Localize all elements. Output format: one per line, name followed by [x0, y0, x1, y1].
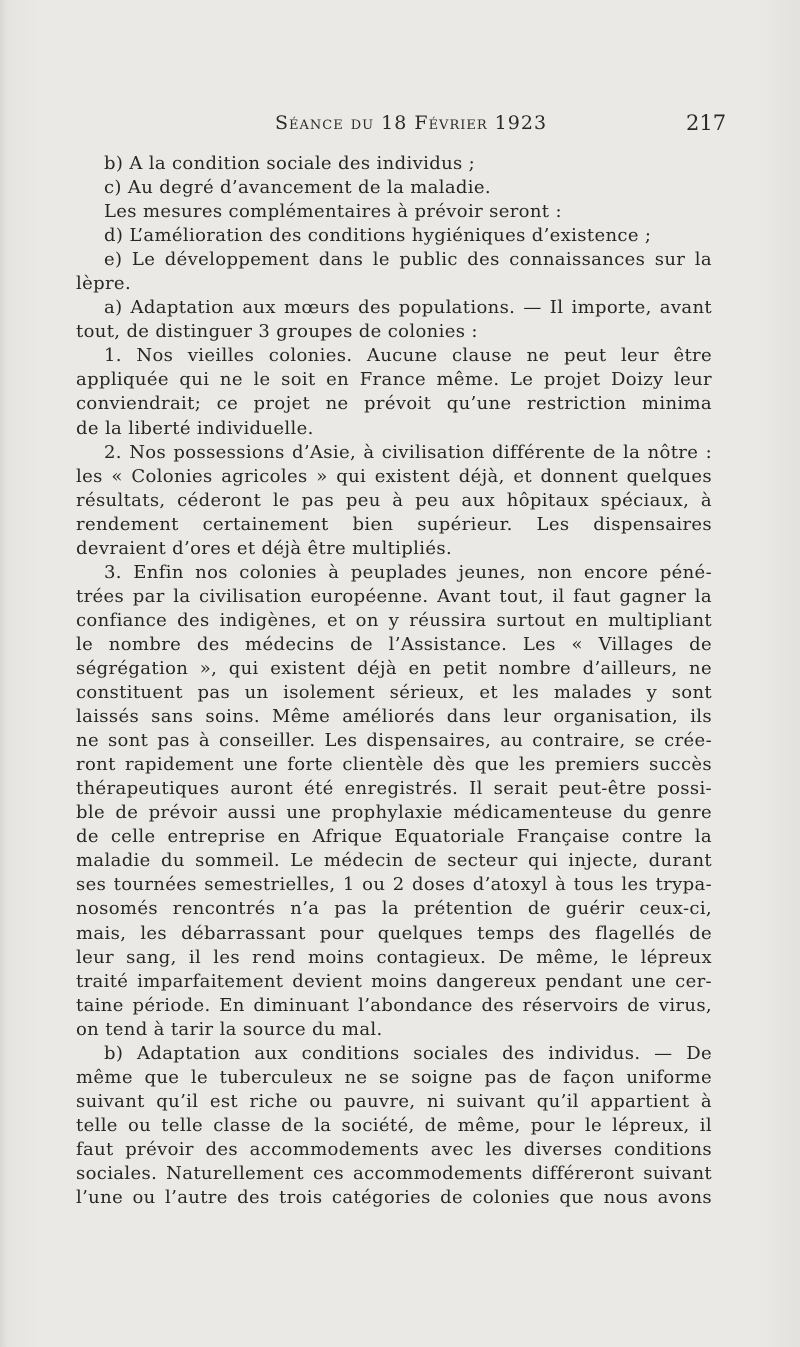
- text-line: même que le tuberculeux ne se soigne pas de façon uniforme: [76, 1066, 712, 1088]
- text-line: laissés sans soins. Même améliorés dans leur organisation, ils: [76, 706, 712, 728]
- text-line: résultats, céderont le pas peu à peu aux hôpitaux spéciaux, à: [76, 489, 712, 511]
- text-line: b) A la condition sociale des individus ;: [104, 153, 476, 174]
- text-line: ble de prévoir aussi une prophylaxie médicamenteuse du genre: [76, 802, 712, 824]
- text-line: e) Le développement dans le public des connaissances sur la: [104, 249, 712, 271]
- text-line: mais, les débarrassant pour quelques temps des flagellés de: [76, 922, 712, 944]
- text-line: taine période. En diminuant l’abondance des réservoirs de virus,: [76, 994, 712, 1016]
- text-line: rendement certainement bien supérieur. Les dispensaires: [76, 513, 712, 535]
- text-line: 1. Nos vieilles colonies. Aucune clause ne peut leur être: [104, 345, 712, 367]
- text-line: de celle entreprise en Afrique Equatoriale Française contre la: [76, 826, 712, 848]
- text-line: ses tournées semestrielles, 1 ou 2 doses d’atoxyl à tous les trypa-: [76, 874, 712, 896]
- text-line: Les mesures complémentaires à prévoir seront :: [104, 201, 562, 223]
- text-line: le nombre des médecins de l’Assistance. Les « Villages de: [76, 633, 712, 655]
- text-line: faut prévoir des accommodements avec les diverses conditions: [76, 1138, 712, 1160]
- text-line: ne sont pas à conseiller. Les dispensaires, au contraire, se crée-: [76, 730, 712, 752]
- text-line: maladie du sommeil. Le médecin de secteur qui injecte, durant: [76, 850, 712, 872]
- text-line: devraient d’ores et déjà être multipliés.: [76, 537, 453, 559]
- running-title: Séance du 18 Février 1923: [275, 112, 548, 134]
- text-line: appliquée qui ne le soit en France même. Le projet Doizy leur: [76, 369, 712, 391]
- text-line: suivant qu’il est riche ou pauvre, ni suivant qu’il appartient à: [76, 1090, 712, 1112]
- text-line: b) Adaptation aux conditions sociales des individus. — De: [104, 1042, 712, 1064]
- text-line: l’une ou l’autre des trois catégories de colonies que nous avons: [76, 1187, 712, 1209]
- text-line: tout, de distinguer 3 groupes de colonies :: [76, 321, 478, 343]
- text-line: thérapeutiques auront été enregistrés. Il serait peut-être possi-: [76, 778, 712, 800]
- text-line: 2. Nos possessions d’Asie, à civilisation différente de la nôtre :: [104, 441, 712, 463]
- text-line: lèpre.: [76, 273, 132, 295]
- text-line: nosomés rencontrés n’a pas la prétention de guérir ceux-ci,: [76, 898, 712, 920]
- text-line: d) L’amélioration des conditions hygiéniques d’existence ;: [104, 225, 652, 247]
- text-line: telle ou telle classe de la société, de même, pour le lépreux, il: [76, 1114, 712, 1136]
- text-line: trées par la civilisation européenne. Avant tout, il faut gagner la: [76, 585, 712, 607]
- page-number: 217: [686, 111, 727, 135]
- text-line: de la liberté individuelle.: [76, 417, 314, 439]
- text-line: on tend à tarir la source du mal.: [76, 1018, 383, 1040]
- text-line: leur sang, il les rend moins contagieux. De même, le lépreux: [76, 946, 712, 968]
- text-line: a) Adaptation aux mœurs des populations. — Il importe, avant: [104, 297, 712, 319]
- text-line: ségrégation », qui existent déjà en petit nombre d’ailleurs, ne: [76, 657, 712, 679]
- text-line: traité imparfaitement devient moins dangereux pendant une cer-: [76, 970, 712, 992]
- body-text: [76, 152, 712, 1210]
- text-line: ront rapidement une forte clientèle dès que les premiers succès: [76, 754, 712, 776]
- text-line: les « Colonies agricoles » qui existent déjà, et donnent quelques: [76, 465, 712, 487]
- page-header: [0, 112, 800, 142]
- text-line: sociales. Naturellement ces accommodements différeront suivant: [76, 1162, 712, 1184]
- text-line: confiance des indigènes, et on y réussira surtout en multipliant: [76, 609, 712, 631]
- text-line: c) Au degré d’avancement de la maladie.: [104, 177, 491, 199]
- text-line: 3. Enfin nos colonies à peuplades jeunes, non encore péné-: [104, 561, 712, 583]
- text-line: conviendrait; ce projet ne prévoit qu’une restriction minima: [76, 393, 712, 415]
- text-line: constituent pas un isolement sérieux, et les malades y sont: [76, 682, 712, 704]
